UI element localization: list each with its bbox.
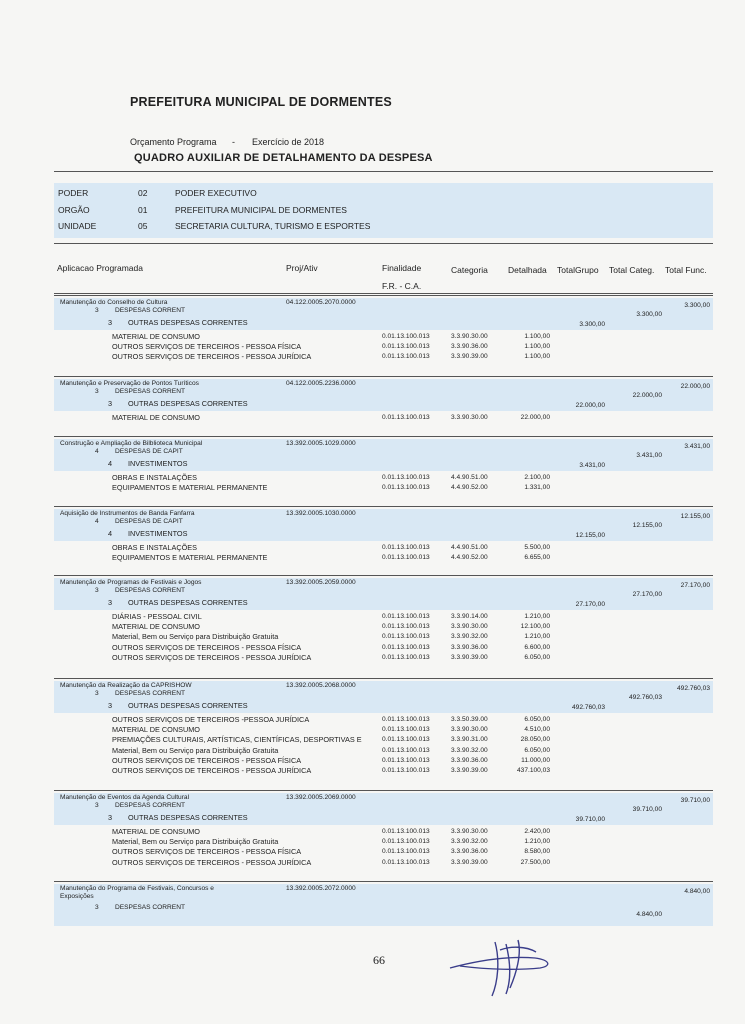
block-divider bbox=[54, 881, 713, 882]
item-categoria: 3.3.90.30.00 bbox=[451, 726, 488, 734]
org-code: 01 bbox=[138, 205, 148, 215]
group-code: 3 bbox=[108, 318, 113, 327]
item-description: EQUIPAMENTOS E MATERIAL PERMANENTE bbox=[112, 553, 268, 563]
item-fr: 0.01.13.100.013 bbox=[382, 353, 430, 361]
group-name: OUTRAS DESPESAS CORRENTES bbox=[128, 813, 248, 822]
item-description: MATERIAL DE CONSUMO bbox=[112, 725, 200, 735]
item-categoria: 3.3.90.39.00 bbox=[451, 653, 488, 661]
program-proj: 04.122.0005.2070.0000 bbox=[286, 299, 356, 306]
item-fr: 0.01.13.100.013 bbox=[382, 343, 430, 351]
block-divider bbox=[54, 790, 713, 791]
total-categ: 12.155,00 bbox=[632, 522, 662, 529]
group-code: 3 bbox=[108, 701, 113, 710]
block-divider bbox=[54, 575, 713, 576]
item-description: OUTROS SERVIÇOS DE TERCEIROS -PESSOA JURÍDICA bbox=[112, 715, 310, 724]
block-divider bbox=[54, 295, 713, 296]
org-code: 05 bbox=[138, 221, 148, 231]
subtitle-exercicio: Exercício de 2018 bbox=[252, 137, 325, 147]
last-block-total-categ: 4.840,00 bbox=[636, 911, 662, 918]
org-name: SECRETARIA CULTURA, TURISMO E ESPORTES bbox=[175, 221, 371, 231]
group-code: 3 bbox=[108, 598, 113, 607]
item-fr: 0.01.13.100.013 bbox=[382, 474, 430, 481]
item-value: 1.100,00 bbox=[524, 353, 550, 361]
item-value: 2.100,00 bbox=[524, 474, 550, 481]
item-value: 1.210,00 bbox=[524, 613, 550, 620]
item-categoria: 3.3.90.32.00 bbox=[451, 746, 488, 754]
item-description: OUTROS SERVIÇOS DE TERCEIROS - PESSOA JURÍDICA bbox=[112, 766, 312, 775]
group-name: OUTRAS DESPESAS CORRENTES bbox=[128, 318, 248, 327]
total-func: 3.300,00 bbox=[684, 302, 710, 309]
total-categ: 22.000,00 bbox=[632, 392, 662, 399]
category-code: 3 bbox=[95, 802, 99, 809]
item-categoria: 3.3.90.36.00 bbox=[451, 643, 488, 651]
item-fr: 0.01.13.100.013 bbox=[382, 756, 430, 764]
item-value: 22.000,00 bbox=[520, 414, 550, 421]
col-totalcateg: Total Categ. bbox=[609, 265, 655, 275]
item-description: Material, Bem ou Serviço para Distribuição Gratuita bbox=[112, 745, 279, 755]
item-value: 28.050,00 bbox=[520, 736, 550, 744]
total-categ: 39.710,00 bbox=[632, 806, 662, 813]
total-grupo: 3.431,00 bbox=[579, 462, 605, 469]
category-name: DESPESAS CORRENT bbox=[115, 690, 185, 697]
group-name: INVESTIMENTOS bbox=[128, 459, 188, 468]
col-aplicacao: Aplicacao Programada bbox=[57, 263, 143, 273]
item-description: OUTROS SERVIÇOS DE TERCEIROS - PESSOA JURÍDICA bbox=[112, 857, 312, 867]
group-name: OUTRAS DESPESAS CORRENTES bbox=[128, 701, 248, 710]
item-value: 8.580,00 bbox=[524, 848, 550, 856]
group-name: OUTRAS DESPESAS CORRENTES bbox=[128, 399, 248, 408]
group-code: 3 bbox=[108, 813, 113, 822]
last-block-name-2: Exposições bbox=[60, 893, 94, 900]
item-fr: 0.01.13.100.013 bbox=[382, 333, 430, 340]
signature-icon bbox=[440, 930, 580, 1005]
item-description: PREMIAÇÕES CULTURAIS, ARTÍSTICAS, CIENTÍFICAS, DESPORTIVAS E bbox=[112, 735, 362, 745]
item-categoria: 3.3.90.30.00 bbox=[451, 414, 488, 421]
item-value: 437.100,03 bbox=[516, 767, 550, 774]
item-fr: 0.01.13.100.013 bbox=[382, 726, 430, 734]
subtitle-orcamento: Orçamento Programa bbox=[130, 137, 217, 147]
total-categ: 492.760,03 bbox=[628, 694, 662, 701]
item-categoria: 3.3.90.31.00 bbox=[451, 736, 488, 744]
group-name: OUTRAS DESPESAS CORRENTES bbox=[128, 598, 248, 607]
item-categoria: 3.3.90.30.00 bbox=[451, 333, 488, 340]
category-name: DESPESAS DE CAPIT bbox=[115, 448, 183, 455]
page-number: 66 bbox=[373, 953, 385, 967]
item-description: OUTROS SERVIÇOS DE TERCEIROS - PESSOA JURÍDICA bbox=[112, 652, 312, 662]
program-name: Aquisição de Instrumentos de Banda Fanfarra bbox=[60, 510, 195, 517]
item-value: 1.331,00 bbox=[524, 484, 550, 492]
item-categoria: 3.3.90.32.00 bbox=[451, 838, 488, 846]
item-value: 5.500,00 bbox=[524, 544, 550, 551]
col-proj: Proj/Ativ bbox=[286, 263, 318, 273]
category-code: 4 bbox=[95, 518, 99, 525]
item-value: 11.000,00 bbox=[521, 756, 550, 764]
org-name: PODER EXECUTIVO bbox=[175, 188, 257, 198]
item-fr: 0.01.13.100.013 bbox=[382, 858, 430, 866]
item-description: MATERIAL DE CONSUMO bbox=[112, 332, 200, 341]
group-code: 4 bbox=[108, 459, 113, 468]
item-fr: 0.01.13.100.013 bbox=[382, 643, 430, 651]
item-fr: 0.01.13.100.013 bbox=[382, 736, 430, 744]
block-divider bbox=[54, 678, 713, 679]
item-categoria: 3.3.50.39.00 bbox=[451, 716, 488, 723]
group-name: INVESTIMENTOS bbox=[128, 529, 188, 538]
total-func: 12.155,00 bbox=[680, 513, 710, 520]
category-code: 3 bbox=[95, 388, 99, 395]
col-categoria: Categoria bbox=[451, 265, 488, 275]
org-band bbox=[54, 183, 713, 238]
last-block-proj: 13.392.0005.2072.0000 bbox=[286, 885, 356, 892]
category-name: DESPESAS CORRENT bbox=[115, 307, 185, 314]
item-description: OUTROS SERVIÇOS DE TERCEIROS - PESSOA FÍSICA bbox=[112, 755, 302, 765]
group-code: 4 bbox=[108, 529, 113, 538]
category-code: 3 bbox=[95, 307, 99, 314]
total-grupo: 492.760,03 bbox=[571, 704, 605, 711]
total-func: 492.760,03 bbox=[676, 685, 710, 692]
item-categoria: 3.3.90.14.00 bbox=[451, 613, 488, 620]
item-value: 1.100,00 bbox=[524, 333, 550, 340]
divider bbox=[54, 171, 713, 172]
total-categ: 3.431,00 bbox=[636, 452, 662, 459]
item-value: 6.655,00 bbox=[524, 554, 550, 562]
item-categoria: 4.4.90.51.00 bbox=[451, 474, 488, 481]
item-fr: 0.01.13.100.013 bbox=[382, 623, 430, 631]
last-block-cat-name: DESPESAS CORRENT bbox=[115, 904, 185, 911]
item-description: OUTROS SERVIÇOS DE TERCEIROS - PESSOA FÍSICA bbox=[112, 342, 302, 352]
item-categoria: 4.4.90.52.00 bbox=[451, 554, 488, 562]
item-categoria: 3.3.90.39.00 bbox=[451, 767, 488, 774]
col-detalhada: Detalhada bbox=[508, 265, 547, 275]
group-code: 3 bbox=[108, 399, 113, 408]
item-description: OUTROS SERVIÇOS DE TERCEIROS - PESSOA JURÍDICA bbox=[112, 352, 312, 362]
item-categoria: 3.3.90.32.00 bbox=[451, 633, 488, 641]
program-name: Manutenção de Programas de Festivais e Jogos bbox=[60, 579, 202, 586]
item-categoria: 3.3.90.30.00 bbox=[451, 623, 488, 631]
last-block-cat-code: 3 bbox=[95, 904, 99, 911]
last-block-name-1: Manutenção do Programa de Festivais, Concursos e bbox=[60, 885, 214, 892]
program-name: Manutenção de Eventos da Agenda Cultural bbox=[60, 794, 190, 801]
item-fr: 0.01.13.100.013 bbox=[382, 838, 430, 846]
item-categoria: 3.3.90.36.00 bbox=[451, 343, 488, 351]
item-description: OBRAS E INSTALAÇÕES bbox=[112, 473, 198, 482]
category-name: DESPESAS DE CAPIT bbox=[115, 518, 183, 525]
category-name: DESPESAS CORRENT bbox=[115, 802, 185, 809]
item-fr: 0.01.13.100.013 bbox=[382, 633, 430, 641]
org-label: ORGÃO bbox=[58, 205, 90, 215]
program-proj: 04.122.0005.2236.0000 bbox=[286, 380, 356, 387]
total-categ: 27.170,00 bbox=[632, 591, 662, 598]
section-title: QUADRO AUXILIAR DE DETALHAMENTO DA DESPESA bbox=[134, 152, 433, 164]
subtitle-separator: - bbox=[232, 137, 235, 147]
item-description: MATERIAL DE CONSUMO bbox=[112, 827, 200, 836]
item-description: MATERIAL DE CONSUMO bbox=[112, 622, 200, 632]
program-proj: 13.392.0005.2059.0000 bbox=[286, 579, 356, 586]
item-description: Material, Bem ou Serviço para Distribuição Gratuita bbox=[112, 632, 279, 642]
program-proj: 13.392.0005.1029.0000 bbox=[286, 440, 356, 447]
total-categ: 3.300,00 bbox=[636, 311, 662, 318]
total-grupo: 12.155,00 bbox=[575, 532, 605, 539]
item-description: OUTROS SERVIÇOS DE TERCEIROS - PESSOA FÍSICA bbox=[112, 847, 302, 857]
item-value: 6.600,00 bbox=[524, 643, 550, 651]
document-title: PREFEITURA MUNICIPAL DE DORMENTES bbox=[130, 95, 392, 109]
item-value: 2.420,00 bbox=[524, 828, 550, 835]
item-fr: 0.01.13.100.013 bbox=[382, 613, 430, 620]
org-name: PREFEITURA MUNICIPAL DE DORMENTES bbox=[175, 205, 347, 215]
category-name: DESPESAS CORRENT bbox=[115, 388, 185, 395]
item-description: OBRAS E INSTALAÇÕES bbox=[112, 543, 198, 552]
item-categoria: 3.3.90.36.00 bbox=[451, 756, 488, 764]
item-fr: 0.01.13.100.013 bbox=[382, 544, 430, 551]
block-divider bbox=[54, 376, 713, 377]
program-proj: 13.392.0005.2069.0000 bbox=[286, 794, 356, 801]
item-categoria: 3.3.90.39.00 bbox=[451, 353, 488, 361]
program-name: Manutenção do Conselho de Cultura bbox=[60, 299, 168, 306]
block-divider bbox=[54, 506, 713, 507]
item-value: 27.500,00 bbox=[520, 858, 550, 866]
org-label: PODER bbox=[58, 188, 89, 198]
item-value: 6.050,00 bbox=[524, 716, 550, 723]
block-divider bbox=[54, 436, 713, 437]
item-fr: 0.01.13.100.013 bbox=[382, 653, 430, 661]
item-value: 12.100,00 bbox=[520, 623, 550, 631]
category-code: 3 bbox=[95, 587, 99, 594]
item-fr: 0.01.13.100.013 bbox=[382, 828, 430, 835]
divider bbox=[54, 293, 713, 294]
item-fr: 0.01.13.100.013 bbox=[382, 554, 430, 562]
item-value: 1.210,00 bbox=[524, 838, 550, 846]
item-fr: 0.01.13.100.013 bbox=[382, 746, 430, 754]
col-fr: F.R. - C.A. bbox=[382, 281, 422, 291]
program-name: Manutenção da Realização da CAPRISHOW bbox=[60, 682, 192, 689]
total-grupo: 39.710,00 bbox=[575, 816, 605, 823]
category-name: DESPESAS CORRENT bbox=[115, 587, 185, 594]
program-name: Construção e Ampliação de Bilblioteca Municipal bbox=[60, 440, 203, 447]
item-description: DIÁRIAS - PESSOAL CIVIL bbox=[112, 612, 202, 621]
item-categoria: 4.4.90.52.00 bbox=[451, 484, 488, 492]
total-grupo: 27.170,00 bbox=[575, 601, 605, 608]
item-categoria: 3.3.90.30.00 bbox=[451, 828, 488, 835]
divider bbox=[54, 243, 713, 244]
org-code: 02 bbox=[138, 188, 148, 198]
org-label: UNIDADE bbox=[58, 221, 97, 231]
total-grupo: 22.000,00 bbox=[575, 402, 605, 409]
program-proj: 13.392.0005.1030.0000 bbox=[286, 510, 356, 517]
item-fr: 0.01.13.100.013 bbox=[382, 848, 430, 856]
item-value: 1.210,00 bbox=[524, 633, 550, 641]
item-fr: 0.01.13.100.013 bbox=[382, 716, 430, 723]
item-fr: 0.01.13.100.013 bbox=[382, 484, 430, 492]
total-grupo: 3.300,00 bbox=[579, 321, 605, 328]
item-description: MATERIAL DE CONSUMO bbox=[112, 413, 200, 422]
last-block-total-func: 4.840,00 bbox=[684, 888, 710, 895]
total-func: 39.710,00 bbox=[680, 797, 710, 804]
col-finalidade: Finalidade bbox=[382, 263, 422, 273]
item-categoria: 4.4.90.51.00 bbox=[451, 544, 488, 551]
col-totalgrupo: TotalGrupo bbox=[557, 265, 599, 275]
item-value: 1.100,00 bbox=[524, 343, 550, 351]
item-value: 4.510,00 bbox=[524, 726, 550, 734]
item-categoria: 3.3.90.36.00 bbox=[451, 848, 488, 856]
item-description: OUTROS SERVIÇOS DE TERCEIROS - PESSOA FÍSICA bbox=[112, 642, 302, 652]
item-categoria: 3.3.90.39.00 bbox=[451, 858, 488, 866]
program-proj: 13.392.0005.2068.0000 bbox=[286, 682, 356, 689]
category-code: 4 bbox=[95, 448, 99, 455]
item-value: 6.050,00 bbox=[524, 746, 550, 754]
item-value: 6.050,00 bbox=[524, 653, 550, 661]
item-fr: 0.01.13.100.013 bbox=[382, 414, 430, 421]
item-description: Material, Bem ou Serviço para Distribuição Gratuita bbox=[112, 837, 279, 847]
total-func: 27.170,00 bbox=[680, 582, 710, 589]
category-code: 3 bbox=[95, 690, 99, 697]
item-fr: 0.01.13.100.013 bbox=[382, 767, 430, 774]
total-func: 22.000,00 bbox=[680, 383, 710, 390]
item-description: EQUIPAMENTOS E MATERIAL PERMANENTE bbox=[112, 483, 268, 493]
total-func: 3.431,00 bbox=[684, 443, 710, 450]
program-name: Manutenção e Preservação de Pontos Turíticos bbox=[60, 380, 199, 387]
col-totalfunc: Total Func. bbox=[665, 265, 707, 275]
